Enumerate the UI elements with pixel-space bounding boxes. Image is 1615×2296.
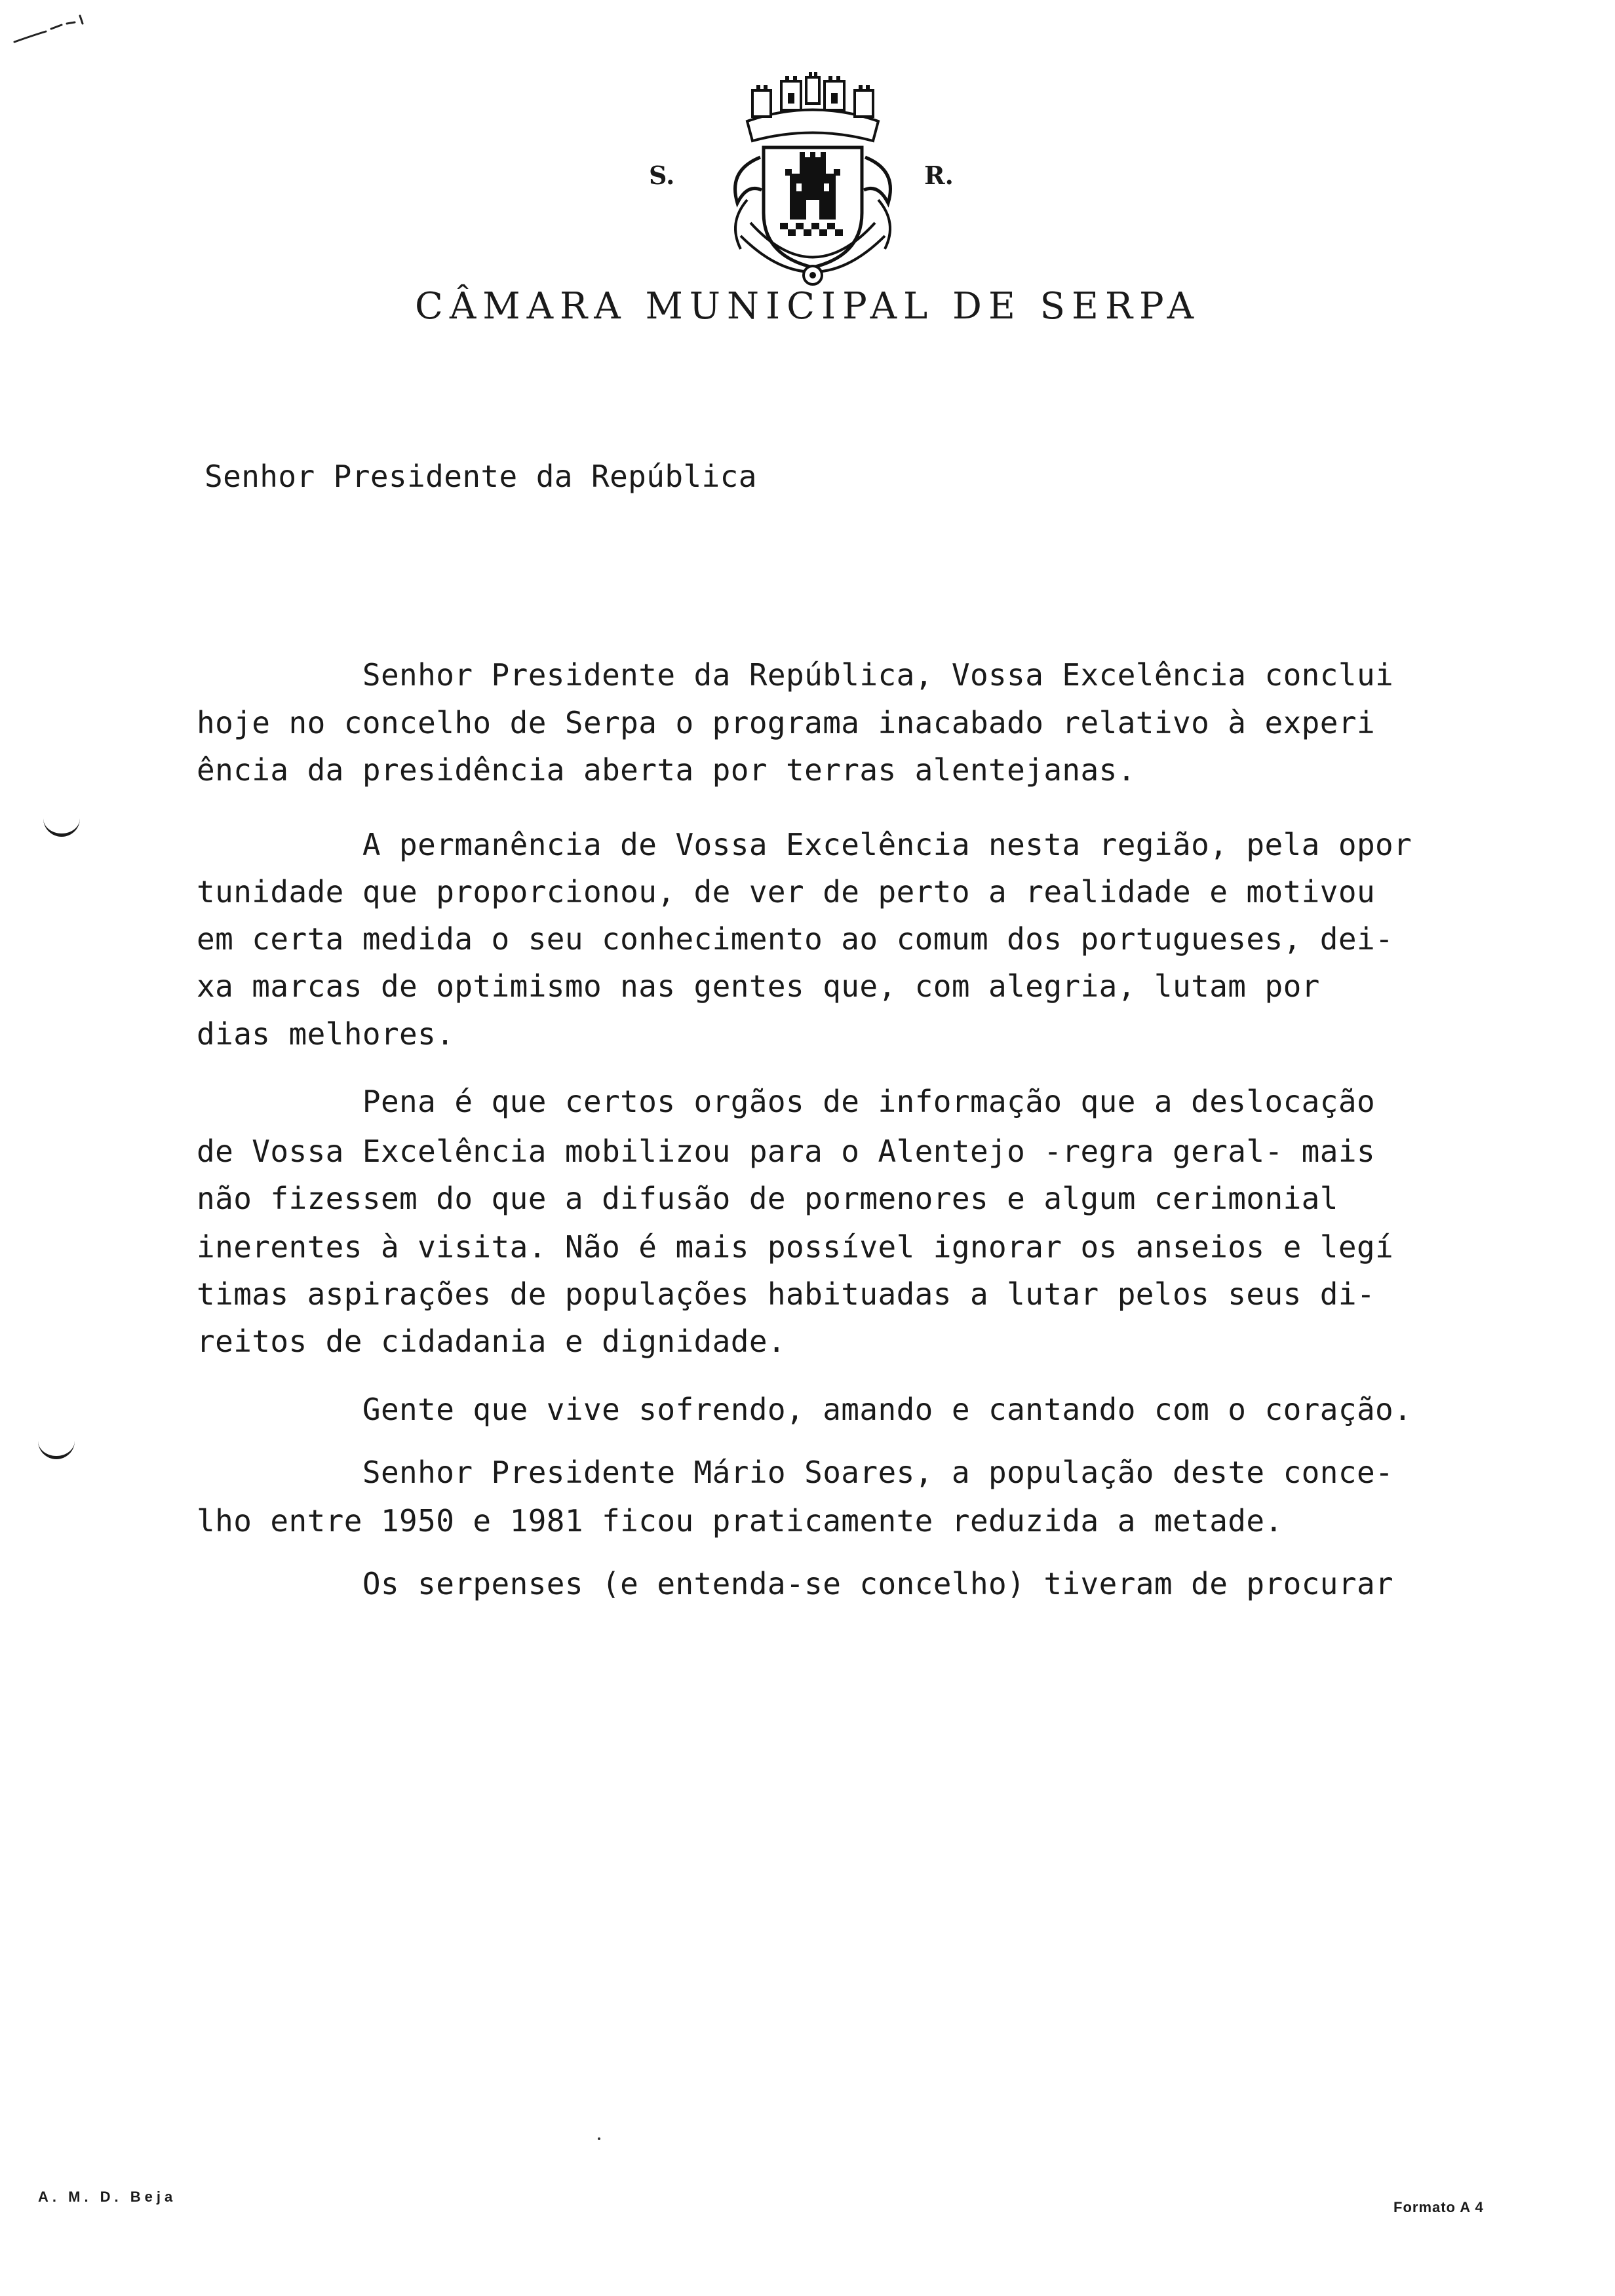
crest-motto	[0, 0, 1, 1]
letter-line: Os serpenses (e entenda-se concelho) tiveram de procurar	[197, 1566, 1394, 1601]
footer-archive-label: A. M. D. Beja	[38, 2189, 177, 2205]
letter-line: xa marcas de optimismo nas gentes que, com alegria, lutam por	[197, 968, 1320, 1004]
letter-line: Senhor Presidente Mário Soares, a população deste conce-	[197, 1455, 1394, 1490]
letter-line: em certa medida o seu conhecimento ao comum dos portugueses, dei-	[197, 921, 1394, 957]
letter-line: de Vossa Excelência mobilizou para o Alentejo -regra geral- mais	[197, 1134, 1376, 1169]
letter-line: inerentes à visita. Não é mais possível ignorar os anseios e legí	[197, 1229, 1394, 1265]
letterhead-initial-right: R.	[924, 161, 954, 190]
letter-line: lho entre 1950 e 1981 ficou praticamente reduzida a metade.	[197, 1503, 1283, 1539]
letter-line: A permanência de Vossa Excelência nesta região, pela opor	[197, 827, 1412, 862]
serpa-coat-of-arms-emblem	[701, 59, 924, 295]
letter-line: reitos de cidadania e dignidade.	[197, 1324, 787, 1359]
letterhead-initial-left: S.	[649, 161, 675, 190]
letter-line: não fizessem do que a difusão de pormenores e algum cerimonial	[197, 1181, 1338, 1216]
footer-paper-format: Formato A 4	[1393, 2199, 1484, 2215]
margin-fold-mark	[43, 816, 80, 837]
letter-line: Pena é que certos orgãos de informação que a deslocação	[197, 1084, 1376, 1119]
letter-line: hoje no concelho de Serpa o programa inacabado relativo à experi	[197, 705, 1376, 740]
pen-scribble-mark	[7, 9, 92, 48]
organization-name: CÂMARA MUNICIPAL DE SERPA	[414, 285, 1201, 328]
letter-line: Senhor Presidente da República, Vossa Excelência conclui	[197, 657, 1394, 693]
letter-line: Gente que vive sofrendo, amando e cantando com o coração.	[197, 1392, 1412, 1427]
margin-fold-mark	[38, 1439, 75, 1459]
paper-speck	[598, 2137, 600, 2140]
letter-line: tunidade que proporcionou, de ver de perto a realidade e motivou	[197, 874, 1376, 909]
letter-line: ência da presidência aberta por terras alentejanas.	[197, 752, 1136, 788]
letter-line: dias melhores.	[197, 1016, 455, 1052]
letter-line: timas aspirações de populações habituadas a lutar pelos seus di-	[197, 1276, 1376, 1312]
letter-salutation: Senhor Presidente da República	[204, 459, 757, 494]
